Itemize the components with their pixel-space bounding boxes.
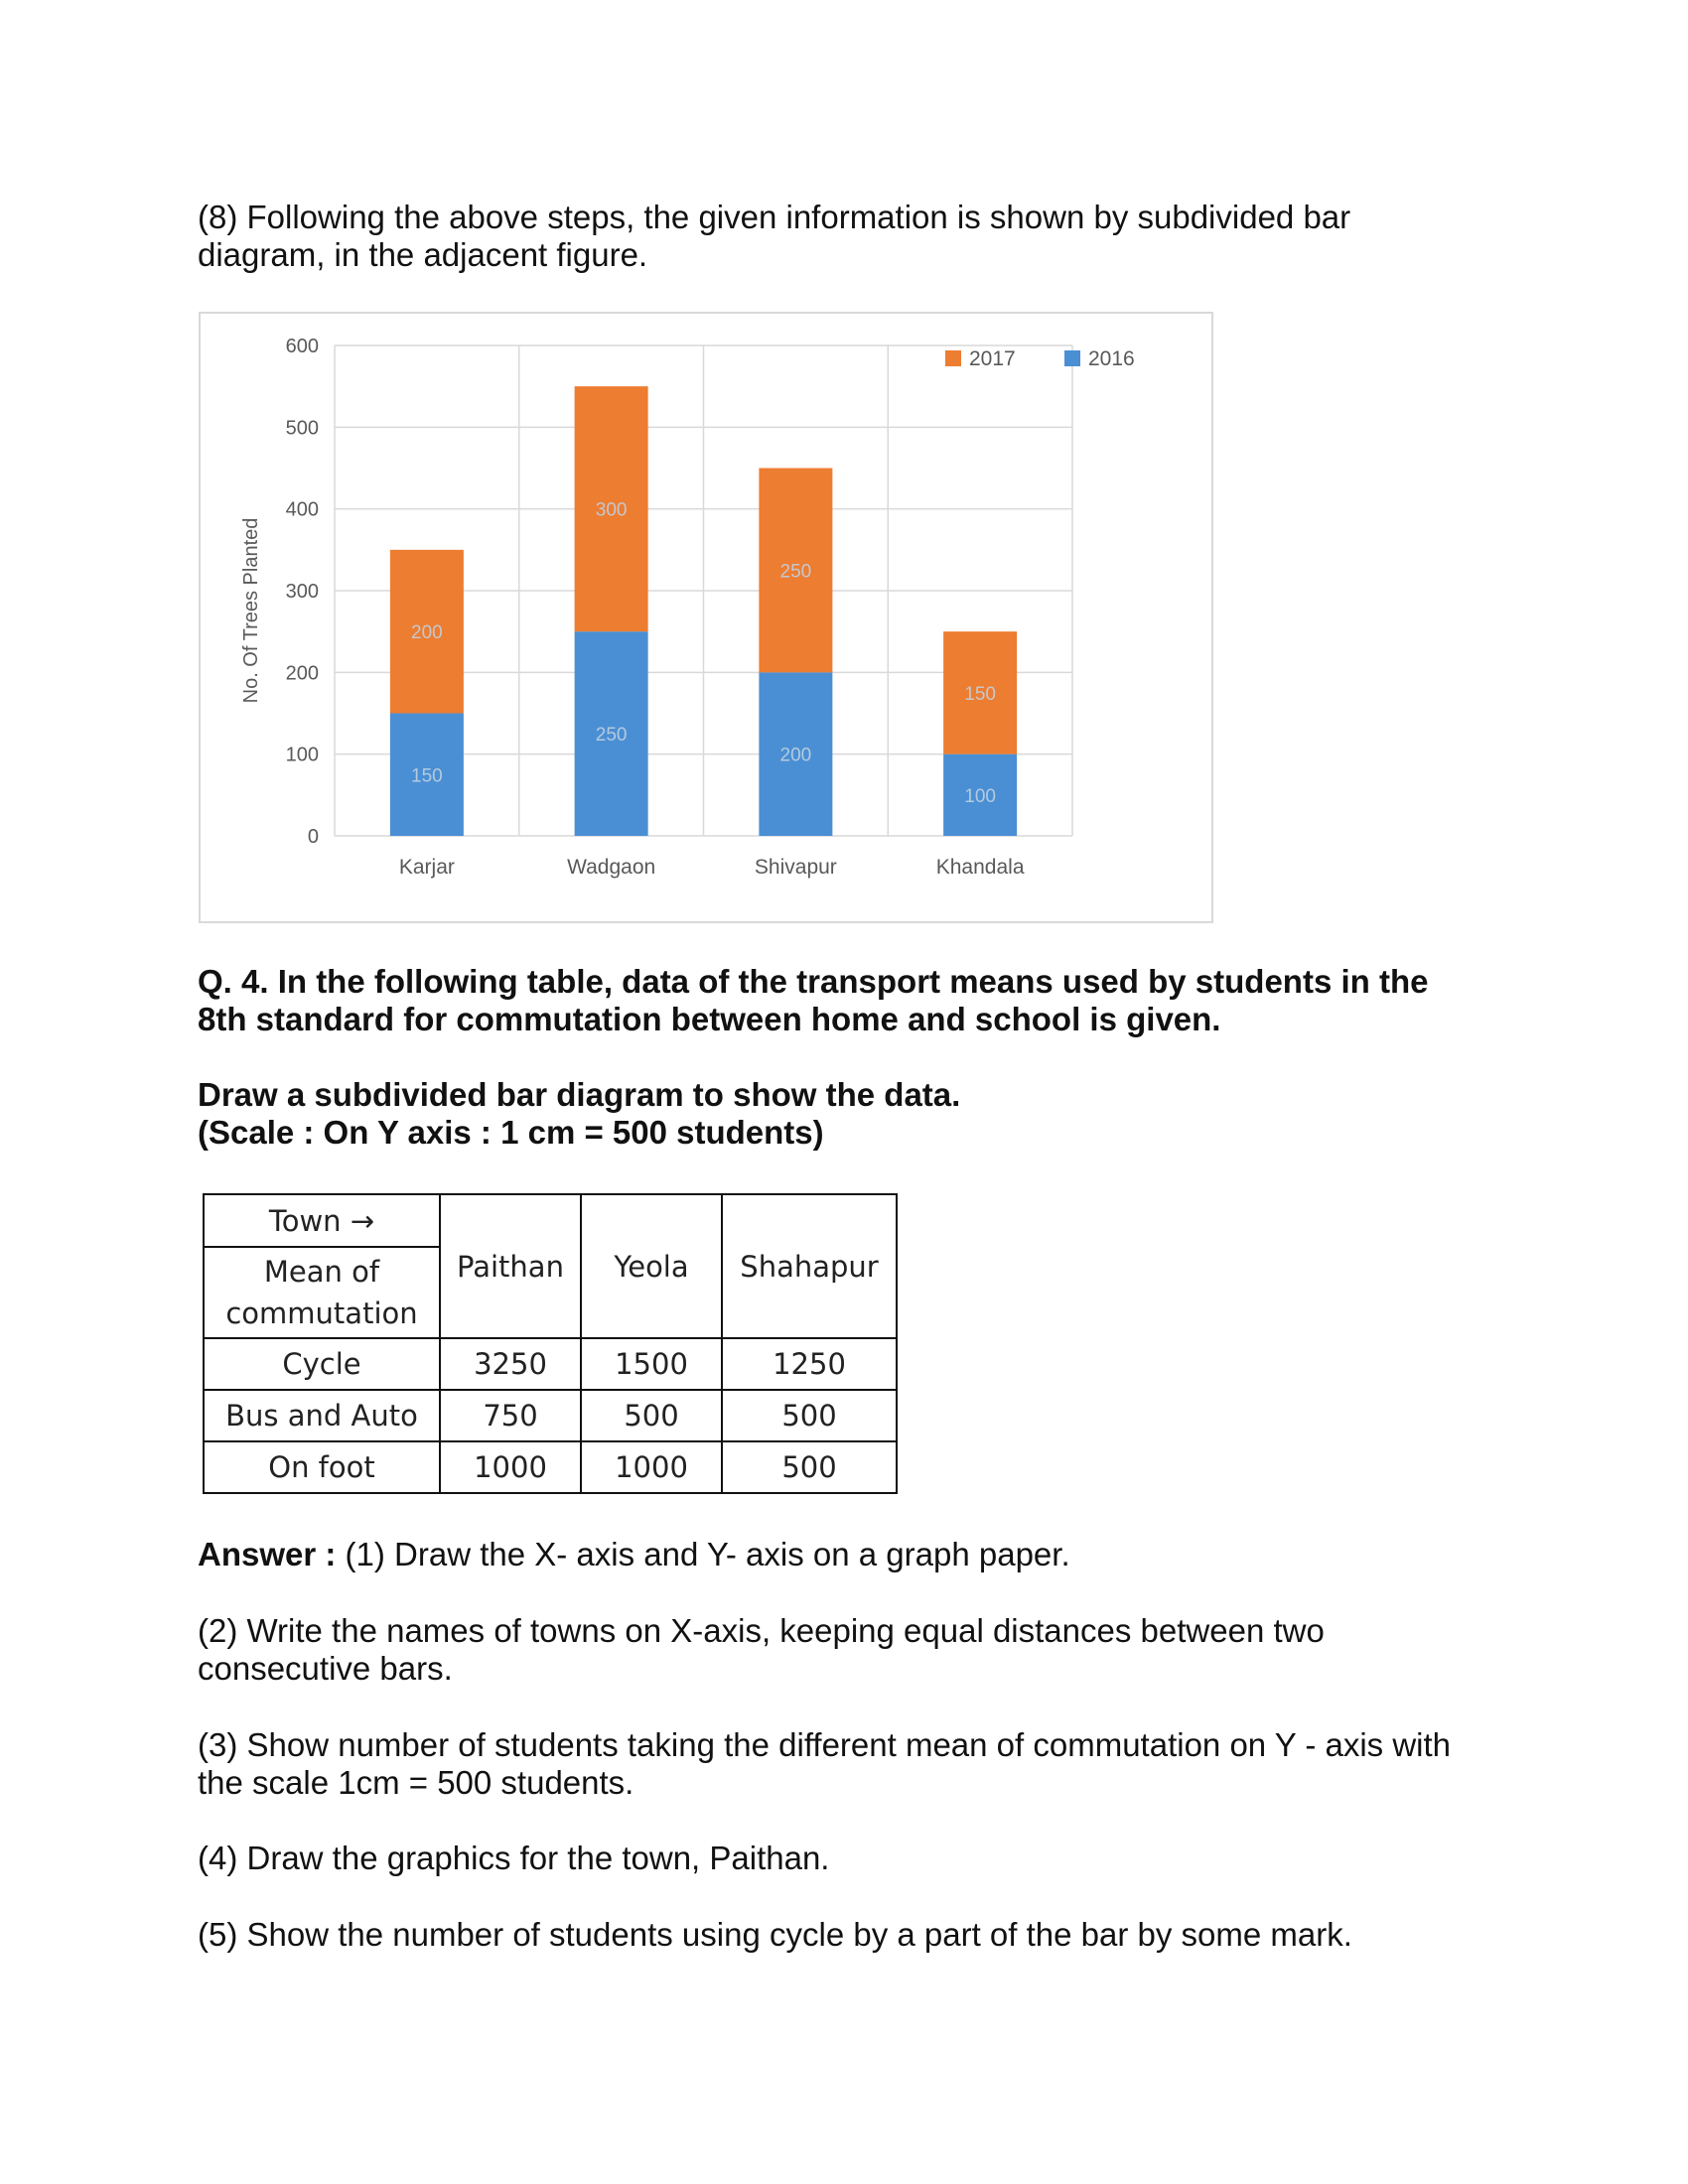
question-4-line-1: Q. 4. In the following table, data of the transport means used by students in the bbox=[198, 963, 1429, 1000]
column-header: Shahapur bbox=[722, 1194, 897, 1338]
row-label: Bus and Auto bbox=[204, 1390, 440, 1441]
table-cell: 3250 bbox=[440, 1338, 581, 1390]
table-header-row bbox=[204, 1194, 897, 1247]
data-label: 250 bbox=[779, 561, 812, 583]
legend-swatch-2017 bbox=[945, 350, 961, 366]
table-cell: 1500 bbox=[581, 1338, 722, 1390]
table-cell: 500 bbox=[722, 1441, 897, 1493]
data-label: 200 bbox=[411, 622, 443, 644]
answer-step-5-text: (5) Show the number of students using cycle by a part of the bar by some mark. bbox=[198, 1916, 1352, 1953]
header-mean-line-1: Mean of bbox=[263, 1255, 380, 1289]
table-cell: 1250 bbox=[722, 1338, 897, 1390]
data-label: 100 bbox=[964, 785, 996, 807]
table-cell: 500 bbox=[581, 1390, 722, 1441]
answer-step-4 bbox=[198, 1840, 1488, 1877]
answer-step-4-text: (4) Draw the graphics for the town, Paithan. bbox=[198, 1840, 830, 1876]
table-row bbox=[204, 1338, 897, 1390]
row-label: On foot bbox=[204, 1441, 440, 1493]
y-tick-label: 200 bbox=[285, 662, 319, 685]
legend-label-2017: 2017 bbox=[969, 347, 1016, 370]
answer-label: Answer : bbox=[198, 1536, 337, 1572]
answer-step-3-line-1: (3) Show number of students taking the different mean of commutation on Y - axis with bbox=[198, 1726, 1452, 1763]
y-tick-label: 400 bbox=[285, 498, 319, 521]
y-tick-label: 0 bbox=[307, 826, 319, 848]
data-label: 200 bbox=[779, 745, 812, 766]
y-tick-label: 500 bbox=[285, 417, 319, 440]
header-town: Town → bbox=[204, 1194, 440, 1247]
answer-step-3-line-2: the scale 1cm = 500 students. bbox=[198, 1764, 634, 1801]
stacked-bar-chart bbox=[199, 312, 1213, 923]
answer-step-5 bbox=[198, 1916, 1488, 1954]
header-mean-of-commutation bbox=[204, 1247, 440, 1338]
x-tick-label: Khandala bbox=[935, 856, 1025, 879]
data-label: 150 bbox=[964, 683, 996, 705]
legend-swatch-2016 bbox=[1064, 350, 1080, 366]
column-header: Yeola bbox=[581, 1194, 722, 1338]
table-cell: 1000 bbox=[440, 1441, 581, 1493]
answer-step-2-line-1: (2) Write the names of towns on X-axis, keeping equal distances between two bbox=[198, 1612, 1325, 1649]
legend-label-2016: 2016 bbox=[1088, 347, 1135, 370]
x-tick-label: Shivapur bbox=[754, 856, 837, 879]
column-header: Paithan bbox=[440, 1194, 581, 1338]
answer-step-3 bbox=[198, 1726, 1488, 1802]
step-8-line-2: diagram, in the adjacent figure. bbox=[198, 236, 648, 273]
transport-table bbox=[203, 1193, 898, 1494]
table-cell: 750 bbox=[440, 1390, 581, 1441]
question-4-line-2: 8th standard for commutation between home and school is given. bbox=[198, 1001, 1221, 1037]
table-row bbox=[204, 1441, 897, 1493]
answer-step-2 bbox=[198, 1612, 1488, 1688]
table-row bbox=[204, 1390, 897, 1441]
row-label: Cycle bbox=[204, 1338, 440, 1390]
header-mean-line-2: commutation bbox=[225, 1297, 418, 1330]
scale-instruction: (Scale : On Y axis : 1 cm = 500 students) bbox=[198, 1114, 824, 1151]
step-8-paragraph bbox=[198, 199, 1488, 274]
y-tick-label: 100 bbox=[285, 744, 319, 766]
answer-step-1-text: (1) Draw the X- axis and Y- axis on a graph paper. bbox=[336, 1536, 1070, 1572]
data-label: 300 bbox=[595, 499, 628, 521]
data-label: 150 bbox=[411, 765, 443, 787]
question-4 bbox=[198, 963, 1488, 1038]
y-tick-label: 600 bbox=[285, 336, 319, 357]
answer-step-1 bbox=[198, 1536, 1488, 1573]
chart-svg bbox=[201, 314, 1211, 921]
table-cell: 500 bbox=[722, 1390, 897, 1441]
y-axis-label: No. Of Trees Planted bbox=[240, 517, 262, 704]
table-cell: 1000 bbox=[581, 1441, 722, 1493]
data-label: 250 bbox=[595, 725, 628, 747]
answer-step-2-line-2: consecutive bars. bbox=[198, 1650, 453, 1687]
y-tick-label: 300 bbox=[285, 581, 319, 603]
x-tick-label: Karjar bbox=[398, 856, 455, 879]
x-tick-label: Wadgaon bbox=[567, 856, 656, 879]
draw-instruction: Draw a subdivided bar diagram to show the data. bbox=[198, 1076, 961, 1113]
question-4-instructions bbox=[198, 1076, 1488, 1152]
step-8-line-1: (8) Following the above steps, the given information is shown by subdivided bar bbox=[198, 199, 1351, 235]
